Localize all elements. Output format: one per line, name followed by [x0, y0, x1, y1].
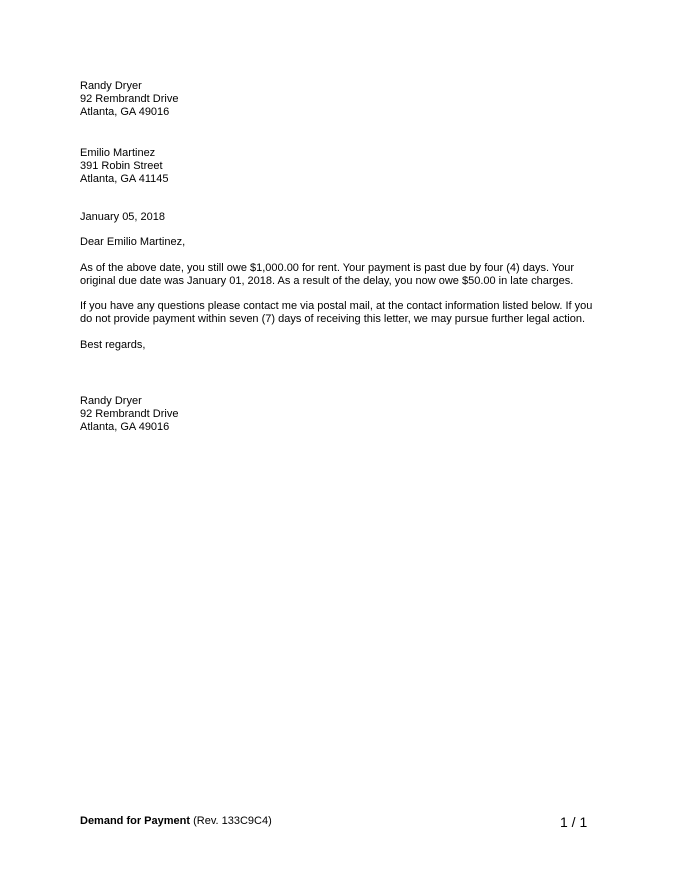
letter-date: January 05, 2018 — [80, 211, 166, 223]
closing: Best regards, — [80, 339, 146, 351]
recipient-address — [80, 147, 610, 186]
sender-name: Randy Dryer — [80, 80, 142, 92]
salutation: Dear Emilio Martinez, — [80, 236, 186, 248]
paragraph-line: original due date was January 01, 2018. As a result of the delay, you now owe $50.00 in late charges. — [80, 275, 574, 287]
footer-form-info — [80, 815, 272, 828]
signature-name: Randy Dryer — [80, 395, 142, 407]
sender-city-state-zip: Atlanta, GA 49016 — [80, 106, 170, 118]
sender-address — [80, 80, 610, 119]
body-paragraph-2 — [80, 300, 610, 326]
paragraph-line: If you have any questions please contact me via postal mail, at the contact information listed below. If you — [80, 300, 593, 312]
recipient-street: 391 Robin Street — [80, 160, 163, 172]
signature-city-state-zip: Atlanta, GA 49016 — [80, 421, 170, 433]
body-paragraph-1 — [80, 262, 610, 288]
sender-street: 92 Rembrandt Drive — [80, 93, 179, 105]
recipient-city-state-zip: Atlanta, GA 41145 — [80, 173, 169, 185]
footer-form-title: Demand for Payment — [80, 815, 191, 827]
paragraph-line: As of the above date, you still owe $1,000.00 for rent. Your payment is past due by four (4) days. Your — [80, 262, 575, 274]
signature-address — [80, 395, 610, 434]
page-indicator: 1 / 1 — [560, 814, 588, 830]
paragraph-line: do not provide payment within seven (7) days of receiving this letter, we may pursue further legal action. — [80, 313, 586, 325]
footer-revision: (Rev. 133C9C4) — [193, 815, 272, 827]
signature-street: 92 Rembrandt Drive — [80, 408, 179, 420]
recipient-name: Emilio Martinez — [80, 147, 156, 159]
